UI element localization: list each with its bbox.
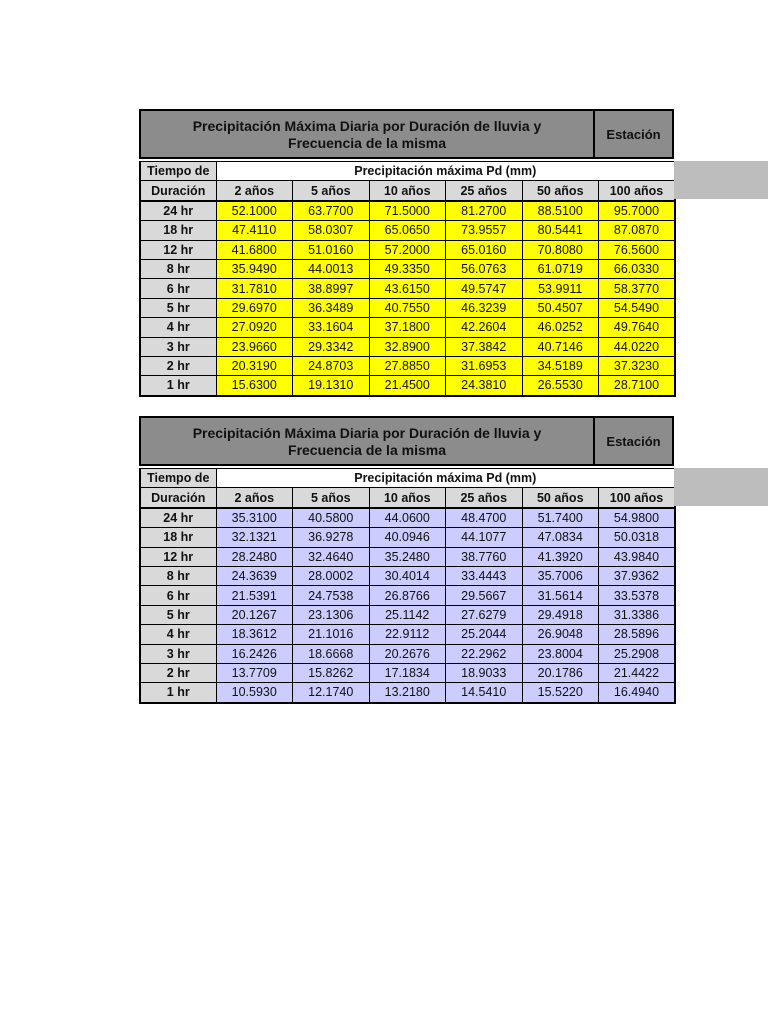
value-cell: 23.8004 <box>522 644 599 663</box>
table-row <box>140 683 675 703</box>
duration-header-line2: Duración <box>140 181 216 201</box>
value-cell: 32.8900 <box>369 337 446 356</box>
table-title-line2: Frecuencia de la misma <box>288 135 446 151</box>
return-period-header: 25 años <box>446 181 523 201</box>
duration-cell: 3 hr <box>140 337 216 356</box>
return-period-header: 10 años <box>369 488 446 508</box>
value-cell: 54.9800 <box>599 508 676 528</box>
value-cell: 22.9112 <box>369 625 446 644</box>
return-period-header: 100 años <box>599 181 676 201</box>
table-row <box>140 625 675 644</box>
station-label: Estación <box>595 416 674 466</box>
duration-header-line1: Tiempo de <box>140 162 216 181</box>
duration-cell: 5 hr <box>140 605 216 624</box>
value-cell: 49.3350 <box>369 259 446 278</box>
value-cell: 24.3639 <box>216 566 293 585</box>
table-row <box>140 586 675 605</box>
value-cell: 21.4500 <box>369 376 446 396</box>
value-cell: 27.6279 <box>446 605 523 624</box>
value-cell: 23.9660 <box>216 337 293 356</box>
value-cell: 24.8703 <box>293 356 370 375</box>
duration-cell: 2 hr <box>140 663 216 682</box>
value-cell: 24.7538 <box>293 586 370 605</box>
value-cell: 63.7700 <box>293 201 370 221</box>
value-cell: 43.6150 <box>369 279 446 298</box>
duration-cell: 6 hr <box>140 586 216 605</box>
table-row <box>140 337 675 356</box>
value-cell: 58.3770 <box>599 279 676 298</box>
table-title-line2: Frecuencia de la misma <box>288 442 446 458</box>
value-cell: 33.1604 <box>293 318 370 337</box>
value-cell: 29.3342 <box>293 337 370 356</box>
value-cell: 20.1786 <box>522 663 599 682</box>
value-cell: 37.9362 <box>599 566 676 585</box>
duration-cell: 5 hr <box>140 298 216 317</box>
value-cell: 46.0252 <box>522 318 599 337</box>
value-cell: 30.4014 <box>369 566 446 585</box>
value-cell: 51.7400 <box>522 508 599 528</box>
value-cell: 71.5000 <box>369 201 446 221</box>
value-cell: 29.5667 <box>446 586 523 605</box>
value-cell: 17.1834 <box>369 663 446 682</box>
value-cell: 26.8766 <box>369 586 446 605</box>
table-row <box>140 298 675 317</box>
precipitation-table-1 <box>139 109 676 397</box>
table-row <box>140 566 675 585</box>
return-period-header: 2 años <box>216 488 293 508</box>
value-cell: 38.8997 <box>293 279 370 298</box>
return-period-header: 5 años <box>293 488 370 508</box>
value-cell: 40.7550 <box>369 298 446 317</box>
return-period-header: 100 años <box>599 488 676 508</box>
value-cell: 10.5930 <box>216 683 293 703</box>
grey-extension <box>674 161 768 199</box>
value-cell: 70.8080 <box>522 240 599 259</box>
value-cell: 21.1016 <box>293 625 370 644</box>
data-grid <box>139 161 676 397</box>
table-row <box>140 318 675 337</box>
value-cell: 16.2426 <box>216 644 293 663</box>
duration-cell: 8 hr <box>140 566 216 585</box>
value-cell: 12.1740 <box>293 683 370 703</box>
value-cell: 65.0650 <box>369 221 446 240</box>
return-period-header: 50 años <box>522 181 599 201</box>
value-cell: 20.3190 <box>216 356 293 375</box>
value-cell: 35.2480 <box>369 547 446 566</box>
value-cell: 15.5220 <box>522 683 599 703</box>
table-row <box>140 279 675 298</box>
value-cell: 18.6668 <box>293 644 370 663</box>
value-cell: 95.7000 <box>599 201 676 221</box>
value-cell: 26.9048 <box>522 625 599 644</box>
duration-cell: 18 hr <box>140 528 216 547</box>
value-cell: 21.5391 <box>216 586 293 605</box>
header-row-2 <box>140 488 675 508</box>
value-cell: 37.3842 <box>446 337 523 356</box>
value-cell: 20.2676 <box>369 644 446 663</box>
value-cell: 42.2604 <box>446 318 523 337</box>
table-row <box>140 605 675 624</box>
value-cell: 40.5800 <box>293 508 370 528</box>
value-cell: 23.1306 <box>293 605 370 624</box>
value-cell: 33.5378 <box>599 586 676 605</box>
value-cell: 28.7100 <box>599 376 676 396</box>
duration-cell: 24 hr <box>140 508 216 528</box>
value-cell: 15.8262 <box>293 663 370 682</box>
return-period-header: 25 años <box>446 488 523 508</box>
value-cell: 31.3386 <box>599 605 676 624</box>
return-period-header: 5 años <box>293 181 370 201</box>
duration-header-line2: Duración <box>140 488 216 508</box>
duration-cell: 12 hr <box>140 547 216 566</box>
duration-header-line1: Tiempo de <box>140 469 216 488</box>
table-title <box>139 416 595 466</box>
value-cell: 81.2700 <box>446 201 523 221</box>
value-cell: 35.7006 <box>522 566 599 585</box>
table-row <box>140 356 675 375</box>
value-cell: 46.3239 <box>446 298 523 317</box>
duration-cell: 12 hr <box>140 240 216 259</box>
value-cell: 44.1077 <box>446 528 523 547</box>
header-row-1 <box>140 162 675 181</box>
table-row <box>140 376 675 396</box>
header-row-2 <box>140 181 675 201</box>
value-cell: 25.2908 <box>599 644 676 663</box>
table-title-line1: Precipitación Máxima Diaria por Duración de lluvia y <box>192 425 542 441</box>
duration-cell: 2 hr <box>140 356 216 375</box>
header-row-1 <box>140 469 675 488</box>
pd-header: Precipitación máxima Pd (mm) <box>216 469 675 488</box>
value-cell: 32.1321 <box>216 528 293 547</box>
return-period-header: 50 años <box>522 488 599 508</box>
value-cell: 18.3612 <box>216 625 293 644</box>
value-cell: 50.0318 <box>599 528 676 547</box>
table-title <box>139 109 595 159</box>
table-row <box>140 528 675 547</box>
return-period-header: 10 años <box>369 181 446 201</box>
table-row <box>140 240 675 259</box>
value-cell: 36.3489 <box>293 298 370 317</box>
duration-cell: 3 hr <box>140 644 216 663</box>
value-cell: 26.5530 <box>522 376 599 396</box>
pd-header: Precipitación máxima Pd (mm) <box>216 162 675 181</box>
table-title-line1: Precipitación Máxima Diaria por Duración de lluvia y <box>192 118 542 134</box>
value-cell: 53.9911 <box>522 279 599 298</box>
value-cell: 20.1267 <box>216 605 293 624</box>
value-cell: 40.0946 <box>369 528 446 547</box>
value-cell: 56.0763 <box>446 259 523 278</box>
value-cell: 16.4940 <box>599 683 676 703</box>
value-cell: 27.0920 <box>216 318 293 337</box>
value-cell: 88.5100 <box>522 201 599 221</box>
value-cell: 37.1800 <box>369 318 446 337</box>
table-row <box>140 221 675 240</box>
value-cell: 54.5490 <box>599 298 676 317</box>
value-cell: 49.7640 <box>599 318 676 337</box>
table-header <box>139 109 676 161</box>
station-label: Estación <box>595 109 674 159</box>
value-cell: 35.9490 <box>216 259 293 278</box>
value-cell: 28.2480 <box>216 547 293 566</box>
duration-cell: 4 hr <box>140 625 216 644</box>
value-cell: 41.6800 <box>216 240 293 259</box>
duration-cell: 24 hr <box>140 201 216 221</box>
value-cell: 66.0330 <box>599 259 676 278</box>
table-row <box>140 547 675 566</box>
value-cell: 41.3920 <box>522 547 599 566</box>
value-cell: 87.0870 <box>599 221 676 240</box>
value-cell: 76.5600 <box>599 240 676 259</box>
value-cell: 31.7810 <box>216 279 293 298</box>
value-cell: 48.4700 <box>446 508 523 528</box>
value-cell: 44.0220 <box>599 337 676 356</box>
value-cell: 40.7146 <box>522 337 599 356</box>
value-cell: 73.9557 <box>446 221 523 240</box>
value-cell: 49.5747 <box>446 279 523 298</box>
data-grid <box>139 468 676 704</box>
value-cell: 29.6970 <box>216 298 293 317</box>
value-cell: 18.9033 <box>446 663 523 682</box>
value-cell: 14.5410 <box>446 683 523 703</box>
table-row <box>140 201 675 221</box>
value-cell: 29.4918 <box>522 605 599 624</box>
value-cell: 65.0160 <box>446 240 523 259</box>
value-cell: 19.1310 <box>293 376 370 396</box>
duration-cell: 1 hr <box>140 376 216 396</box>
value-cell: 43.9840 <box>599 547 676 566</box>
value-cell: 57.2000 <box>369 240 446 259</box>
value-cell: 34.5189 <box>522 356 599 375</box>
value-cell: 52.1000 <box>216 201 293 221</box>
value-cell: 47.4110 <box>216 221 293 240</box>
value-cell: 15.6300 <box>216 376 293 396</box>
value-cell: 32.4640 <box>293 547 370 566</box>
value-cell: 28.5896 <box>599 625 676 644</box>
value-cell: 27.8850 <box>369 356 446 375</box>
value-cell: 31.6953 <box>446 356 523 375</box>
duration-cell: 1 hr <box>140 683 216 703</box>
value-cell: 80.5441 <box>522 221 599 240</box>
duration-cell: 8 hr <box>140 259 216 278</box>
value-cell: 33.4443 <box>446 566 523 585</box>
table-header <box>139 416 676 468</box>
value-cell: 31.5614 <box>522 586 599 605</box>
return-period-header: 2 años <box>216 181 293 201</box>
duration-cell: 18 hr <box>140 221 216 240</box>
value-cell: 35.3100 <box>216 508 293 528</box>
value-cell: 25.1142 <box>369 605 446 624</box>
value-cell: 47.0834 <box>522 528 599 547</box>
value-cell: 58.0307 <box>293 221 370 240</box>
table-row <box>140 508 675 528</box>
value-cell: 51.0160 <box>293 240 370 259</box>
value-cell: 24.3810 <box>446 376 523 396</box>
grey-extension <box>674 468 768 506</box>
value-cell: 36.9278 <box>293 528 370 547</box>
precipitation-table-2 <box>139 416 676 704</box>
value-cell: 37.3230 <box>599 356 676 375</box>
duration-cell: 6 hr <box>140 279 216 298</box>
table-row <box>140 644 675 663</box>
value-cell: 44.0600 <box>369 508 446 528</box>
value-cell: 44.0013 <box>293 259 370 278</box>
value-cell: 21.4422 <box>599 663 676 682</box>
table-row <box>140 259 675 278</box>
value-cell: 22.2962 <box>446 644 523 663</box>
value-cell: 50.4507 <box>522 298 599 317</box>
value-cell: 38.7760 <box>446 547 523 566</box>
value-cell: 61.0719 <box>522 259 599 278</box>
duration-cell: 4 hr <box>140 318 216 337</box>
value-cell: 13.7709 <box>216 663 293 682</box>
value-cell: 13.2180 <box>369 683 446 703</box>
table-row <box>140 663 675 682</box>
value-cell: 28.0002 <box>293 566 370 585</box>
value-cell: 25.2044 <box>446 625 523 644</box>
